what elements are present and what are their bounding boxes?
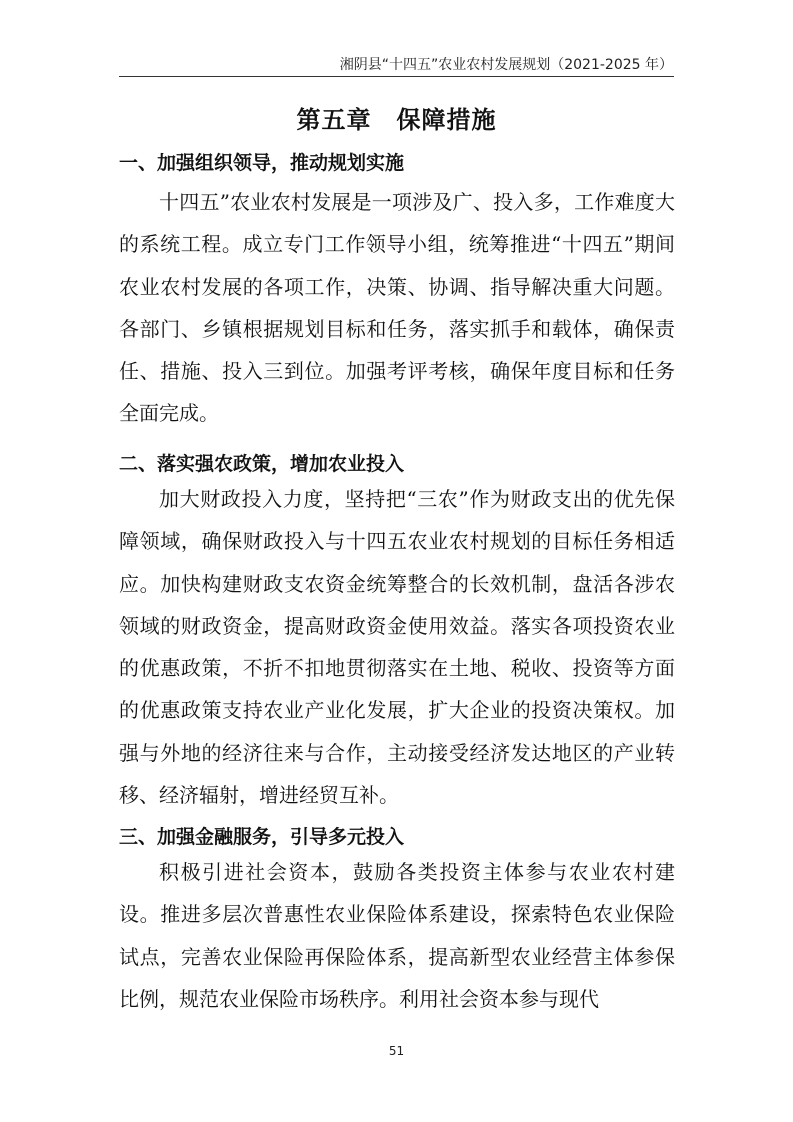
section-heading-2: 二、落实强农政策，增加农业投入 xyxy=(119,453,405,475)
section-heading-1: 一、加强组织领导，推动规划实施 xyxy=(119,152,405,174)
section-heading-3: 三、加强金融服务，引导多元投入 xyxy=(119,826,405,848)
running-header: 湘阴县“十四五”农业农村发展规划（2021-2025 年） xyxy=(339,57,673,73)
chapter-title: 第五章 保障措施 xyxy=(296,106,497,134)
section-paragraph-1: 十四五”农业农村发展是一项涉及广、投入多，工作难度大的系统工程。成立专门工作领导小组，统筹推进“十四五”期间农业农村发展的各项工作，决策、协调、指导解决重大问题。各部门、乡镇根据规划目标和任务，落实抓手和载体，确保责任、措施、投入三到位。加强考评考核，确保年度目标和任务全面完成。 xyxy=(119,190,675,426)
header-rule xyxy=(119,76,674,77)
section-paragraph-3: 积极引进社会资本，鼓励各类投资主体参与农业农村建设。推进多层次普惠性农业保险体系建设，探索特色农业保险试点，完善农业保险再保险体系，提高新型农业经营主体参保比例，规范农业保险市场秩序。利用社会资本参与现代 xyxy=(119,860,675,1011)
section-paragraph-2: 加大财政投入力度，坚持把“三农”作为财政支出的优先保障领域，确保财政投入与十四五农业农村规划的目标任务相适应。加快构建财政支农资金统筹整合的长效机制，盘活各涉农领域的财政资金，提高财政资金使用效益。落实各项投资农业的优惠政策，不折不扣地贯彻落实在土地、税收、投资等方面的优惠政策支持农业产业化发展，扩大企业的投资决策权。加强与外地的经济往来与合作，主动接受经济发达地区的产业转移、经济辐射，增进经贸互补。 xyxy=(119,487,675,808)
page-number: 51 xyxy=(388,1044,405,1058)
